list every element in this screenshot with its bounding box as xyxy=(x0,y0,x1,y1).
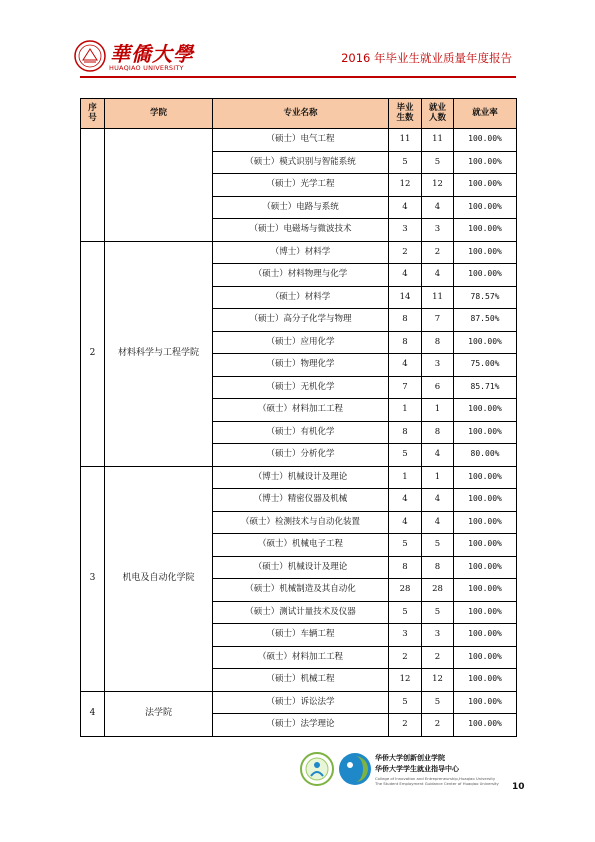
graduates-count-cell: 12 xyxy=(389,669,422,692)
major-cell: （硕士）机械电子工程 xyxy=(213,534,389,557)
employment-rate-cell: 100.00% xyxy=(454,534,517,557)
graduates-count-cell: 5 xyxy=(389,534,422,557)
employed-count-cell: 1 xyxy=(422,466,454,489)
major-cell: （硕士）应用化学 xyxy=(213,331,389,354)
header-divider xyxy=(80,76,516,78)
employment-rate-cell: 100.00% xyxy=(454,421,517,444)
major-cell: （硕士）电路与系统 xyxy=(213,196,389,219)
employed-count-cell: 12 xyxy=(422,669,454,692)
employment-rate-cell: 100.00% xyxy=(454,489,517,512)
employed-count-cell: 11 xyxy=(422,286,454,309)
employed-count-cell: 5 xyxy=(422,601,454,624)
group-seq-cell: 2 xyxy=(81,241,105,466)
page-header xyxy=(0,0,595,80)
graduates-count-cell: 4 xyxy=(389,489,422,512)
major-cell: （硕士）模式识别与智能系统 xyxy=(213,151,389,174)
graduates-count-cell: 3 xyxy=(389,624,422,647)
group-seq-cell: 3 xyxy=(81,466,105,691)
table-header-row xyxy=(81,99,517,129)
major-cell: （硕士）法学理论 xyxy=(213,714,389,737)
header-major: 专业名称 xyxy=(213,99,389,129)
major-cell: （博士）材料学 xyxy=(213,241,389,264)
major-cell: （硕士）高分子化学与物理 xyxy=(213,309,389,332)
employed-count-cell: 6 xyxy=(422,376,454,399)
footer-college-name: 华侨大学创新创业学院 xyxy=(375,754,445,762)
employed-count-cell: 4 xyxy=(422,264,454,287)
graduates-count-cell: 8 xyxy=(389,556,422,579)
employed-count-cell: 2 xyxy=(422,646,454,669)
employed-count-cell: 4 xyxy=(422,444,454,467)
graduates-count-cell: 5 xyxy=(389,444,422,467)
employment-rate-cell: 100.00% xyxy=(454,174,517,197)
employed-count-cell: 2 xyxy=(422,714,454,737)
graduates-count-cell: 4 xyxy=(389,511,422,534)
employment-rate-cell: 100.00% xyxy=(454,331,517,354)
graduates-count-cell: 7 xyxy=(389,376,422,399)
employed-count-cell: 8 xyxy=(422,331,454,354)
graduates-count-cell: 2 xyxy=(389,241,422,264)
employed-count-cell: 4 xyxy=(422,196,454,219)
major-cell: （硕士）有机化学 xyxy=(213,421,389,444)
employed-count-cell: 4 xyxy=(422,489,454,512)
employed-count-cell: 5 xyxy=(422,151,454,174)
major-cell: （硕士）机械制造及其自动化 xyxy=(213,579,389,602)
employment-rate-cell: 100.00% xyxy=(454,511,517,534)
major-cell: （硕士）测试计量技术及仪器 xyxy=(213,601,389,624)
graduates-count-cell: 5 xyxy=(389,151,422,174)
graduates-count-cell: 12 xyxy=(389,174,422,197)
employment-rate-cell: 100.00% xyxy=(454,399,517,422)
employment-rate-cell: 100.00% xyxy=(454,624,517,647)
employment-rate-cell: 100.00% xyxy=(454,556,517,579)
graduates-count-cell: 4 xyxy=(389,264,422,287)
college-name-cell xyxy=(105,129,213,242)
major-cell: （博士）机械设计及理论 xyxy=(213,466,389,489)
employment-rate-cell: 100.00% xyxy=(454,691,517,714)
graduates-count-cell: 2 xyxy=(389,714,422,737)
employment-center-logo-icon xyxy=(338,752,372,786)
major-cell: （硕士）物理化学 xyxy=(213,354,389,377)
footer-college-english: College of Innovation and Entrepreneurship,Huaqiao University xyxy=(375,776,496,781)
graduates-count-cell: 8 xyxy=(389,331,422,354)
college-name-cell: 机电及自动化学院 xyxy=(105,466,213,691)
table-body xyxy=(81,129,517,737)
graduates-count-cell: 8 xyxy=(389,309,422,332)
employed-count-cell: 4 xyxy=(422,511,454,534)
footer-center-name: 华侨大学学生就业指导中心 xyxy=(375,765,459,773)
graduates-count-cell: 1 xyxy=(389,466,422,489)
major-cell: （硕士）机械工程 xyxy=(213,669,389,692)
employment-rate-cell: 100.00% xyxy=(454,579,517,602)
employment-rate-cell: 100.00% xyxy=(454,196,517,219)
major-cell: （硕士）电气工程 xyxy=(213,129,389,152)
graduates-count-cell: 1 xyxy=(389,399,422,422)
employment-rate-cell: 78.57% xyxy=(454,286,517,309)
innovation-college-logo-icon xyxy=(300,752,334,786)
major-cell: （硕士）材料学 xyxy=(213,286,389,309)
group-seq-cell: 4 xyxy=(81,691,105,736)
employed-count-cell: 1 xyxy=(422,399,454,422)
employment-rate-cell: 75.00% xyxy=(454,354,517,377)
employed-count-cell: 8 xyxy=(422,556,454,579)
employed-count-cell: 5 xyxy=(422,534,454,557)
employed-count-cell: 2 xyxy=(422,241,454,264)
major-cell: （硕士）材料加工工程 xyxy=(213,646,389,669)
college-name-cell: 法学院 xyxy=(105,691,213,736)
employed-count-cell: 3 xyxy=(422,354,454,377)
employment-rate-cell: 100.00% xyxy=(454,219,517,242)
major-cell: （硕士）材料加工工程 xyxy=(213,399,389,422)
employed-count-cell: 5 xyxy=(422,691,454,714)
employment-rate-cell: 100.00% xyxy=(454,466,517,489)
header-grads: 毕业生数 xyxy=(389,99,422,129)
graduates-count-cell: 5 xyxy=(389,601,422,624)
graduates-count-cell: 11 xyxy=(389,129,422,152)
employment-rate-cell: 100.00% xyxy=(454,241,517,264)
graduates-count-cell: 2 xyxy=(389,646,422,669)
table-row xyxy=(81,129,517,152)
employment-rate-cell: 85.71% xyxy=(454,376,517,399)
graduates-count-cell: 4 xyxy=(389,354,422,377)
table-row xyxy=(81,466,517,489)
graduates-count-cell: 28 xyxy=(389,579,422,602)
graduates-count-cell: 5 xyxy=(389,691,422,714)
employed-count-cell: 8 xyxy=(422,421,454,444)
university-seal-icon xyxy=(74,40,106,72)
major-cell: （硕士）诉讼法学 xyxy=(213,691,389,714)
major-cell: （博士）精密仪器及机械 xyxy=(213,489,389,512)
major-cell: （硕士）机械设计及理论 xyxy=(213,556,389,579)
graduates-count-cell: 4 xyxy=(389,196,422,219)
employment-rate-cell: 100.00% xyxy=(454,669,517,692)
employed-count-cell: 3 xyxy=(422,624,454,647)
university-logo-english: HUAQIAO UNIVERSITY xyxy=(109,64,184,72)
header-rate: 就业率 xyxy=(454,99,517,129)
major-cell: （硕士）分析化学 xyxy=(213,444,389,467)
employment-rate-cell: 100.00% xyxy=(454,264,517,287)
table-row xyxy=(81,241,517,264)
graduates-count-cell: 3 xyxy=(389,219,422,242)
employed-count-cell: 7 xyxy=(422,309,454,332)
employment-rate-cell: 87.50% xyxy=(454,309,517,332)
college-name-cell: 材料科学与工程学院 xyxy=(105,241,213,466)
header-seq: 序号 xyxy=(81,99,105,129)
employment-rate-cell: 100.00% xyxy=(454,646,517,669)
header-employed: 就业人数 xyxy=(422,99,454,129)
table-row xyxy=(81,691,517,714)
employed-count-cell: 11 xyxy=(422,129,454,152)
major-cell: （硕士）光学工程 xyxy=(213,174,389,197)
major-cell: （硕士）电磁场与微波技术 xyxy=(213,219,389,242)
university-logo-name: 華僑大學 xyxy=(110,42,194,66)
employed-count-cell: 12 xyxy=(422,174,454,197)
employment-rate-cell: 100.00% xyxy=(454,601,517,624)
graduates-count-cell: 14 xyxy=(389,286,422,309)
major-cell: （硕士）无机化学 xyxy=(213,376,389,399)
employment-rate-table xyxy=(80,98,517,737)
major-cell: （硕士）检测技术与自动化装置 xyxy=(213,511,389,534)
group-seq-cell xyxy=(81,129,105,242)
employment-rate-cell: 100.00% xyxy=(454,714,517,737)
footer-center-english: The Student Employment Guidance Center of Huaqiao University xyxy=(375,781,499,786)
employment-rate-cell: 100.00% xyxy=(454,151,517,174)
major-cell: （硕士）材料物理与化学 xyxy=(213,264,389,287)
employment-rate-cell: 100.00% xyxy=(454,129,517,152)
page-number: 10 xyxy=(512,782,525,792)
report-title: 2016 年毕业生就业质量年度报告 xyxy=(341,51,512,65)
employed-count-cell: 3 xyxy=(422,219,454,242)
employed-count-cell: 28 xyxy=(422,579,454,602)
employment-rate-cell: 80.00% xyxy=(454,444,517,467)
major-cell: （硕士）车辆工程 xyxy=(213,624,389,647)
header-college: 学院 xyxy=(105,99,213,129)
graduates-count-cell: 8 xyxy=(389,421,422,444)
